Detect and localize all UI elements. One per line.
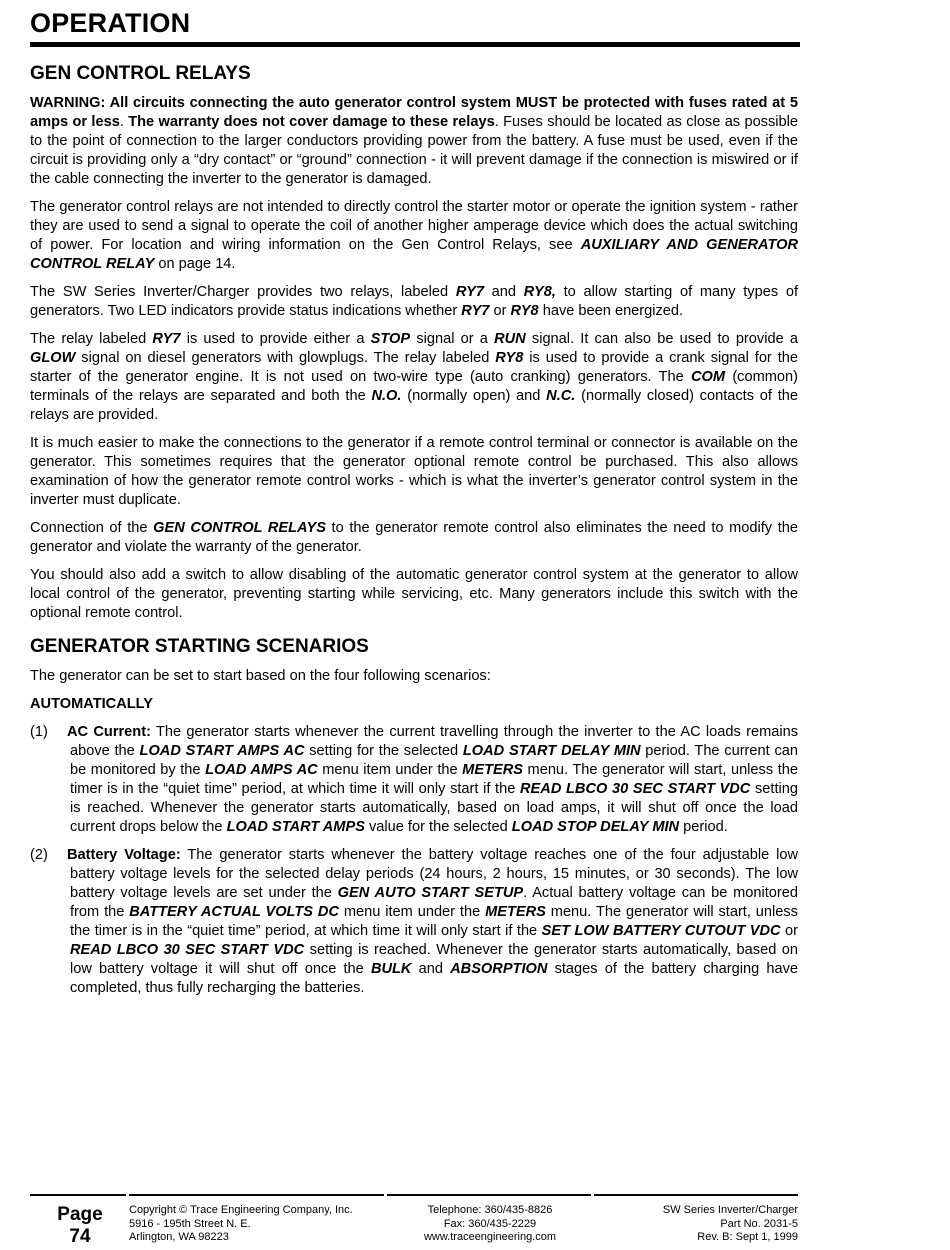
s2-g: and — [411, 961, 451, 977]
revision-line: Rev. B: Sept 1, 1999 — [697, 1231, 798, 1243]
list-item — [30, 723, 798, 837]
switch-paragraph: You should also add a switch to allow disabling of the automatic generator control system at the generator to allow local control of the generator, preventing starting while servicing, etc. Many generators include this switch with the optional remote control. — [30, 567, 798, 621]
copyright-line: Copyright © Trace Engineering Company, Inc. — [129, 1204, 353, 1216]
ry7-term: RY7 — [455, 284, 484, 300]
footer-copyright — [129, 1204, 353, 1245]
remote-control-paragraph: It is much easier to make the connections to the generator if a remote control terminal or connector is available on the generator. This sometimes requires that the generator optional remote control be purchased. This also allows examination of how the generator remote control works - which is what the inverter’s generator control system in the inverter must duplicate. — [30, 435, 798, 508]
list-number: (2) — [30, 847, 48, 863]
menu-term: LOAD AMPS AC — [205, 762, 318, 778]
gen-control-relays-term: GEN CONTROL RELAYS — [153, 520, 326, 536]
page-number: 74 — [69, 1226, 91, 1247]
list-item — [30, 846, 798, 998]
warning-paragraph — [30, 94, 798, 189]
relay-labels-paragraph — [30, 330, 798, 425]
s1-e: menu. The generator will start, unless the timer is in the “quiet time” period, at which time it will only start if the — [70, 762, 798, 797]
p4-h: (normally open) and — [401, 388, 547, 404]
glow-term: GLOW — [30, 350, 76, 366]
s1-c: period. The current can be monitored by the — [70, 743, 798, 778]
p4-f: is used to provide a crank signal for the starter of the generator engine. It is not used on two-wire type (auto cranking) generators. The — [30, 350, 798, 385]
page-footer — [30, 1194, 798, 1250]
nc-term: N.C. — [546, 388, 576, 404]
p6-b: to the generator remote control also eliminates the need to modify the generator and violate the warranty of the generator. — [30, 520, 798, 555]
menu-term: BATTERY ACTUAL VOLTS DC — [129, 904, 339, 920]
menu-term: SET LOW BATTERY CUTOUT VDC — [541, 923, 781, 939]
s2-d: menu. The generator will start, unless the timer is in the “quiet time” period, at which time it will only start if the — [70, 904, 798, 939]
battery-voltage-paragraph — [67, 846, 799, 998]
p3-d: or — [489, 303, 511, 319]
relay-purpose-paragraph — [30, 198, 798, 274]
menu-term: METERS — [462, 762, 523, 778]
address-line: 5916 - 195th Street N. E. — [129, 1217, 251, 1230]
p4-i: (normally closed) contacts of the relays are provided. — [30, 388, 799, 423]
page-body — [30, 0, 798, 1007]
p4-d: signal. It can also be used to provide a — [525, 331, 798, 347]
relay-purpose-text: The generator control relays are not intended to directly control the starter motor or operate the ignition system - rather they are used to send a signal to operate the coil of another higher amperage device which does the actual switching of power. For location and wiring information on the Gen Control Relays, see — [30, 199, 798, 253]
fuse-text: . Fuses should be located as close as possible to the point of connection to the larger conductors providing power from the battery. A fuse must be used, even if the circuit is providing only a “dry contact” or “ground” connection - it will prevent damage if the connection is miswired or if the cable connecting the inverter to the generator is damaged. — [30, 114, 798, 187]
part-number-line: Part No. 2031-5 — [720, 1217, 798, 1230]
menu-term: READ LBCO 30 SEC START VDC — [70, 942, 305, 958]
page-number-block — [50, 1204, 110, 1248]
p4-b: is used to provide either a — [180, 331, 371, 347]
menu-term: READ LBCO 30 SEC START VDC — [520, 781, 751, 797]
s1-g: value for the selected — [364, 819, 512, 835]
automatically-subheading: AUTOMATICALLY — [30, 696, 153, 712]
warranty-text: The warranty does not cover damage to these relays — [128, 114, 495, 130]
footer-contact — [410, 1204, 570, 1245]
ry8-term: RY8 — [495, 350, 524, 366]
gen-control-heading: GEN CONTROL RELAYS — [30, 63, 251, 84]
ry8-term: RY8, — [523, 284, 556, 300]
s2-b: . Actual battery voltage can be monitored from the — [70, 885, 799, 920]
relay-purpose-tail: on page 14. — [154, 256, 236, 272]
menu-term: LOAD STOP DELAY MIN — [511, 819, 680, 835]
footer-document-info — [663, 1204, 798, 1245]
p4-g: (common) terminals of the relays are separated and both the — [30, 369, 798, 404]
scenario-label: AC Current: — [67, 724, 151, 740]
product-line: SW Series Inverter/Charger — [662, 1204, 798, 1216]
s2-e: or — [780, 923, 798, 939]
menu-term: LOAD START DELAY MIN — [462, 743, 641, 759]
telephone-line: Telephone: 360/435-8826 — [427, 1204, 553, 1216]
ry7-term: RY7 — [461, 303, 490, 319]
title-rule — [30, 42, 800, 47]
footer-rule-gap — [384, 1194, 387, 1196]
page-label: Page — [57, 1204, 103, 1225]
list-number: (1) — [30, 724, 48, 740]
p3-a: The SW Series Inverter/Charger provides two relays, labeled — [30, 284, 456, 300]
s1-d: menu item under the — [317, 762, 463, 778]
p4-e: signal on diesel generators with glowplugs. The relay labeled — [75, 350, 496, 366]
p6-a: Connection of the — [30, 520, 154, 536]
menu-term: BULK — [370, 961, 412, 977]
p3-b: and — [483, 284, 524, 300]
com-term: COM — [691, 369, 726, 385]
scenarios-intro: The generator can be set to start based on the four following scenarios: — [30, 668, 491, 684]
warning-text: WARNING: All circuits connecting the auto generator control system MUST be protected with fuses rated at 5 amps or less — [30, 95, 798, 130]
website-line: www.traceengineering.com — [423, 1231, 557, 1243]
p3-c: to allow starting of many types of generators. Two LED indicators provide status indications whether — [30, 284, 799, 319]
footer-rule-gap — [591, 1194, 594, 1196]
p4-c: signal or a — [410, 331, 495, 347]
city-line: Arlington, WA 98223 — [129, 1231, 229, 1243]
warning-sep: . — [119, 114, 129, 130]
s1-h: period. — [679, 819, 728, 835]
menu-term: LOAD START AMPS AC — [139, 743, 305, 759]
fax-line: Fax: 360/435-2229 — [443, 1217, 537, 1230]
section-title: OPERATION — [30, 8, 191, 38]
ry7-term: RY7 — [152, 331, 181, 347]
menu-term: GEN AUTO START SETUP — [337, 885, 524, 901]
menu-term: METERS — [485, 904, 546, 920]
warranty-paragraph — [30, 519, 798, 557]
no-term: N.O. — [371, 388, 402, 404]
s1-f: setting is reached. Whenever the generator starts automatically, based on load amps, it will shut off once the load current drops below the — [70, 781, 798, 835]
s2-c: menu item under the — [339, 904, 486, 920]
footer-rule-gap — [126, 1194, 129, 1196]
s1-a: The generator starts whenever the current travelling through the inverter to the AC loads remains above the — [70, 724, 798, 759]
ac-current-paragraph — [67, 723, 798, 837]
p4-a: The relay labeled — [30, 331, 153, 347]
p3-e: have been energized. — [538, 303, 684, 319]
aux-relay-reference: AUXILIARY AND GENERATOR CONTROL RELAY — [30, 237, 798, 272]
menu-term: LOAD START AMPS — [226, 819, 365, 835]
menu-term: ABSORPTION — [450, 961, 548, 977]
s1-b: setting for the selected — [304, 743, 463, 759]
s2-f: setting is reached. Whenever the generator starts automatically, based on low battery voltage it will shut off once the — [70, 942, 798, 977]
s2-h: stages of the battery charging have completed, thus fully recharging the batteries. — [70, 961, 798, 996]
relays-provided-paragraph — [30, 283, 798, 321]
ry8-term: RY8 — [510, 303, 539, 319]
scenarios-heading: GENERATOR STARTING SCENARIOS — [30, 636, 369, 657]
run-term: RUN — [494, 331, 526, 347]
stop-term: STOP — [370, 331, 411, 347]
s2-a: The generator starts whenever the battery voltage reaches one of the four adjustable low battery voltage levels for the selected delay periods (24 hours, 2 hours, 15 minutes, or 30 seconds). The low battery voltage levels are set under the — [70, 847, 799, 901]
scenario-label: Battery Voltage: — [67, 847, 181, 863]
